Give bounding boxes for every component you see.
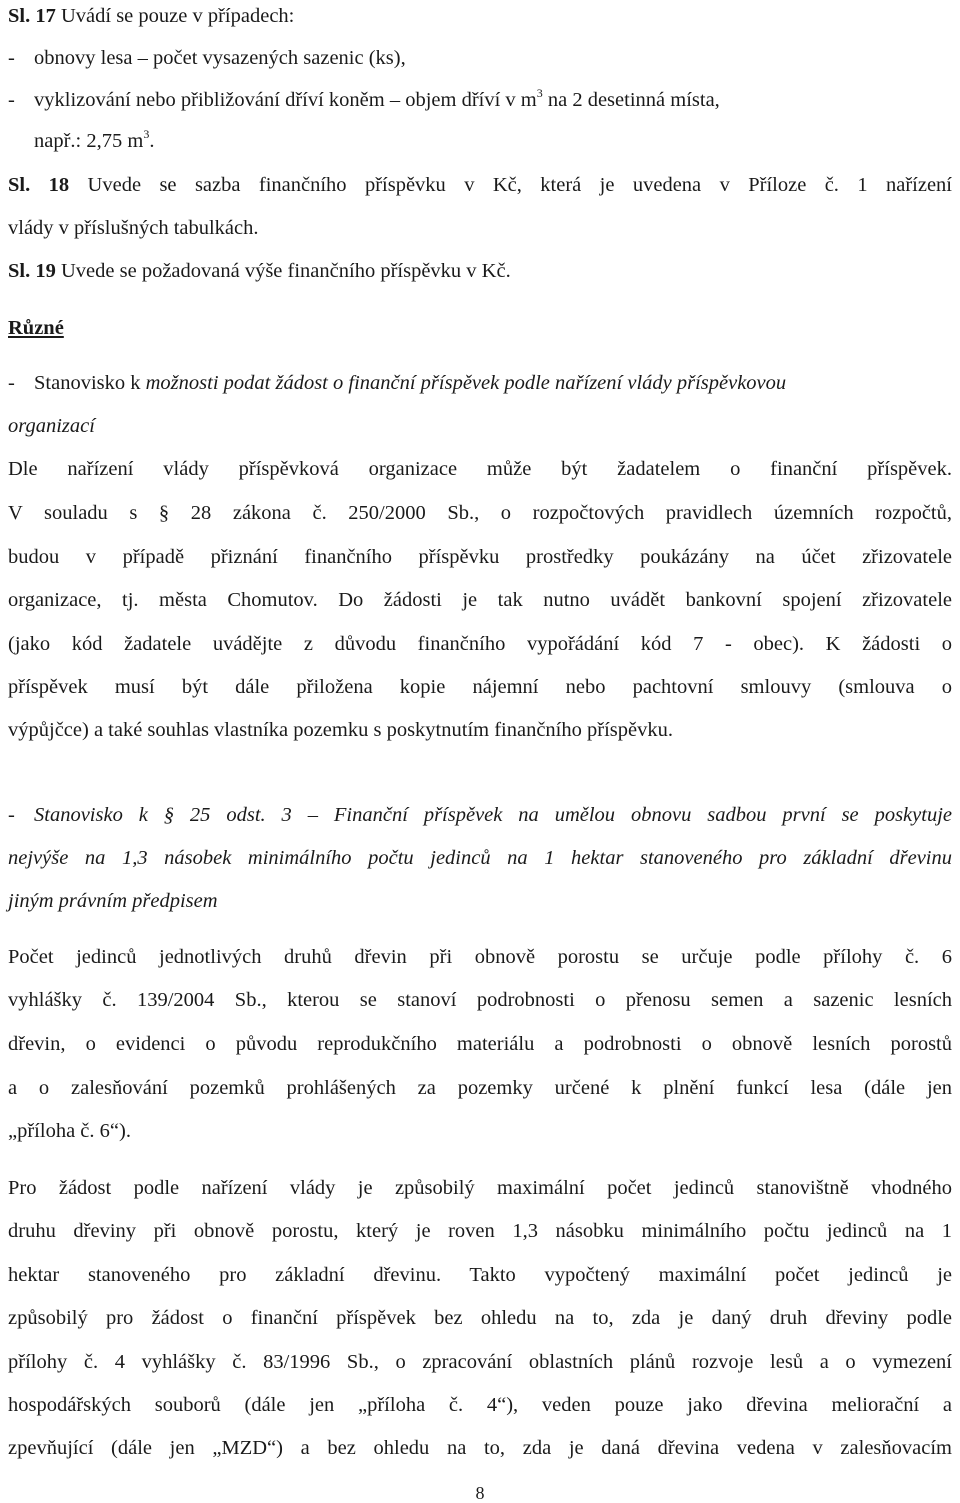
paragraph-line: hospodářských souborů (dále jen „příloha č. 4“), veden pouze jako dřevina meliorační a [8,1394,952,1416]
superscript: 3 [143,127,150,141]
paragraph-line: příspěvek musí být dále přiložena kopie nájemní nebo pachtovní smlouvy (smlouva o [8,676,952,698]
paragraph-line: vyhlášky č. 139/2004 Sb., kterou se stanoví podrobnosti o přenosu semen a sazenic lesních [8,989,952,1011]
statement-title [8,373,786,394]
page-number: 8 [475,1483,485,1503]
item-text: Uvádí se pouze v případech: [60,5,295,27]
bullet-text: vyklizování nebo přibližování dříví koněm – objem dříví v m [34,89,537,111]
dash: - [8,47,15,69]
statement-title-text: jiným právním předpisem [8,890,218,912]
paragraph-line: výpůjčce) a také souhlas vlastníka pozemku s poskytnutím finančního příspěvku. [8,719,673,741]
bullet-line [8,48,406,69]
statement-title-text: organizací [8,415,95,437]
paragraph-line: V souladu s § 28 zákona č. 250/2000 Sb., o rozpočtových pravidlech územních rozpočtů, [8,502,952,524]
statement-title-text: Stanovisko k § 25 odst. 3 – Finanční příspěvek na umělou obnovu sadbou první se poskytuje [34,804,952,826]
paragraph-line: Pro žádost podle nařízení vlády je způsobilý maximální počet jedinců stanovištně vhodného [8,1177,952,1199]
paragraph-line: druhu dřeviny při obnově porostu, který je roven 1,3 násobku minimálního počtu jedinců na 1 [8,1220,952,1242]
paragraph-line: (jako kód žadatele uvádějte z důvodu finančního vypořádání kód 7 - obec). K žádosti o [8,633,952,655]
dash: - [8,372,15,394]
statement-title-text: možnosti podat žádost o finanční příspěvek podle nařízení vlády příspěvkovou [145,372,787,394]
paragraph-line: dřevin, o evidenci o původu reprodukčního materiálu a podrobnosti o obnově lesních porostů [8,1033,952,1055]
statement-title-text: nejvýše na 1,3 násobek minimálního počtu jedinců na 1 hektar stanoveného pro základní dřevinu [8,847,952,869]
item-text: vlády v příslušných tabulkách. [8,217,259,239]
bullet-text: obnovy lesa – počet vysazených sazenic (ks), [34,47,406,69]
paragraph-line: Počet jedinců jednotlivých druhů dřevin při obnově porostu se určuje podle přílohy č. 6 [8,946,952,968]
statement-title [8,805,952,826]
paragraph-line: Dle nařízení vlády příspěvková organizace může být žadatelem o finanční příspěvek. [8,458,952,480]
paragraph-line: budou v případě přiznání finančního příspěvku prostředky poukázány na účet zřizovatele [8,546,952,568]
heading-text: Různé [8,317,64,339]
item-sl17 [8,6,294,27]
paragraph-line: zpevňující (dále jen „MZD“) a bez ohledu na to, zda je daná dřevina vedena v zalesňovacím [8,1437,952,1459]
paragraph-line: hektar stanoveného pro základní dřevinu. Takto vypočtený maximální počet jedinců je [8,1264,952,1286]
superscript: 3 [536,86,543,100]
paragraph-line: způsobilý pro žádost o finanční příspěvek bez ohledu na to, zda je daný druh dřeviny podle [8,1307,952,1329]
section-heading [8,318,64,339]
item-label: Sl. 18 [8,174,70,196]
bullet-text-tail: na 2 desetinná místa, [542,89,720,111]
bullet-continuation [34,127,155,152]
item-continuation [8,218,259,239]
item-label: Sl. 19 [8,260,56,282]
dash: - [8,89,15,111]
item-text: Uvede se požadovaná výše finančního příspěvku v Kč. [60,260,511,282]
item-text: Uvede se sazba finančního příspěvku v Kč, která je uvedena v Příloze č. 1 nařízení [87,174,952,196]
paragraph-line: přílohy č. 4 vyhlášky č. 83/1996 Sb., o zpracování oblastních plánů rozvoje lesů a o vymezení [8,1351,952,1373]
paragraph-line: „příloha č. 6“). [8,1120,131,1142]
statement-title-cont [8,848,952,869]
statement-lead: Stanovisko k [34,372,146,394]
statement-title-cont [8,891,218,912]
item-sl19 [8,261,511,282]
item-sl18 [8,175,952,196]
dash: - [8,804,15,826]
bullet-line [8,86,720,111]
item-label: Sl. 17 [8,5,56,27]
paragraph-line: organizace, tj. města Chomutov. Do žádosti je tak nutno uvádět bankovní spojení zřizovatele [8,589,952,611]
statement-title-cont [8,416,95,437]
paragraph-line: a o zalesňování pozemků prohlášených za pozemky určené k plnění funkcí lesa (dále jen [8,1077,952,1099]
bullet-text-tail: . [149,130,155,152]
bullet-text: např.: 2,75 m [34,130,144,152]
